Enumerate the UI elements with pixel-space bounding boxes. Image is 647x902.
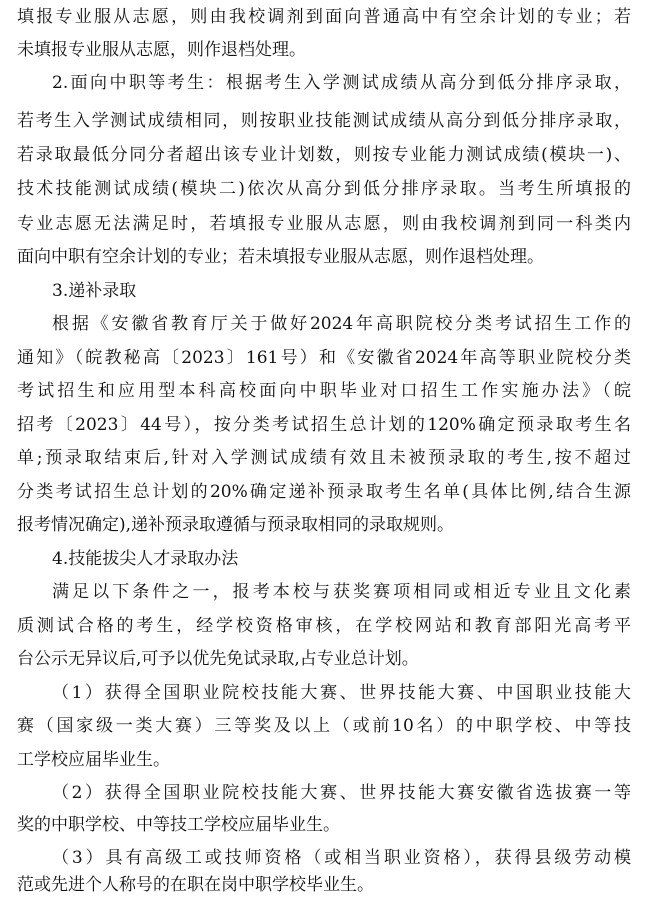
text-line bbox=[0, 609, 647, 643]
text-line bbox=[0, 441, 647, 475]
text-line bbox=[0, 307, 647, 341]
line-text: （3）具有高级工或技师资格（或相当职业资格），获得县级劳动模 bbox=[52, 848, 631, 868]
line-text: 工学校应届毕业生。 bbox=[17, 750, 170, 770]
text-line bbox=[0, 408, 647, 442]
line-text: （1）获得全国职业院校技能大赛、世界技能大赛、中国职业技能大 bbox=[52, 683, 631, 703]
line-text: 面向中职有空余计划的专业；若未填报专业服从志愿，则作退档处理。 bbox=[17, 247, 544, 267]
line-text: 根据《安徽省教育厅关于做好2024年高职院校分类考试招生工作的 bbox=[52, 314, 631, 334]
line-text: 未填报专业服从志愿，则作退档处理。 bbox=[17, 40, 306, 60]
line-text: 范或先进个人称号的在职在岗中职学校毕业生。 bbox=[17, 875, 374, 895]
text-line bbox=[0, 642, 647, 676]
text-line bbox=[0, 575, 647, 609]
text-line bbox=[0, 808, 647, 842]
text-line bbox=[0, 341, 647, 375]
text-line bbox=[0, 0, 647, 34]
line-text: 报考情况确定),递补预录取遵循与预录取相同的录取规则。 bbox=[17, 515, 455, 535]
text-line bbox=[0, 374, 647, 408]
line-text: 若考生入学测试成绩相同，则按职业技能测试成绩从高分到低分排序录取， bbox=[17, 111, 631, 131]
line-text: 奖的中职学校、中等技工学校应届毕业生。 bbox=[17, 815, 340, 835]
text-line bbox=[0, 743, 647, 777]
text-line bbox=[0, 104, 647, 138]
text-line bbox=[0, 138, 647, 172]
line-text: （2）获得全国职业院校技能大赛、世界技能大赛安徽省选拔赛一等 bbox=[52, 783, 631, 803]
line-text: 2.面向中职等考生：根据考生入学测试成绩从高分到低分排序录取， bbox=[52, 73, 631, 93]
text-line bbox=[0, 709, 647, 743]
line-text: 填报专业服从志愿，则由我校调剂到面向普通高中有空余计划的专业；若 bbox=[17, 7, 631, 27]
line-text: 满足以下条件之一，报考本校与获奖赛项相同或相近专业且文化素 bbox=[52, 582, 631, 602]
line-text: 单;预录取结束后,针对入学测试成绩有效且未被预录取的考生,按不超过 bbox=[17, 448, 631, 468]
line-text: 技术技能测试成绩(模块二)依次从高分到低分排序录取。当考生所填报的 bbox=[17, 179, 631, 199]
line-text: 招考〔2023〕44号），按分类考试招生总计划的120%确定预录取考生名 bbox=[17, 415, 631, 435]
text-line bbox=[0, 508, 647, 542]
text-line bbox=[0, 207, 647, 241]
text-line bbox=[0, 776, 647, 810]
line-text: 分类考试招生总计划的20%确定递补预录取考生名单(具体比例,结合生源 bbox=[17, 482, 631, 502]
line-text: 考试招生和应用型本科高校面向中职毕业对口招生工作实施办法》（皖 bbox=[17, 381, 631, 401]
line-text: 3.递补录取 bbox=[52, 281, 137, 301]
line-text: 通知》（皖教秘高〔2023〕161号）和《安徽省2024年高等职业院校分类 bbox=[17, 348, 631, 368]
text-line bbox=[0, 542, 647, 576]
text-line bbox=[0, 240, 647, 274]
text-line bbox=[0, 274, 647, 308]
text-line bbox=[0, 33, 647, 67]
line-text: 专业志愿无法满足时，若填报专业服从志愿，则由我校调剂到同一科类内 bbox=[17, 214, 631, 234]
line-text: 若录取最低分同分者超出该专业计划数，则按专业能力测试成绩(模块一)、 bbox=[17, 145, 631, 165]
text-line bbox=[0, 172, 647, 206]
text-line bbox=[0, 66, 647, 100]
line-text: 台公示无异议后,可予以优先免试录取,占专业总计划。 bbox=[17, 649, 419, 669]
line-text: 质测试合格的考生，经学校资格审核，在学校网站和教育部阳光高考平 bbox=[17, 616, 631, 636]
line-text: 赛（国家级一类大赛）三等奖及以上（或前10名）的中职学校、中等技 bbox=[17, 716, 631, 736]
line-text: 4.技能拔尖人才录取办法 bbox=[52, 549, 239, 569]
text-line bbox=[0, 475, 647, 509]
text-line bbox=[0, 676, 647, 710]
